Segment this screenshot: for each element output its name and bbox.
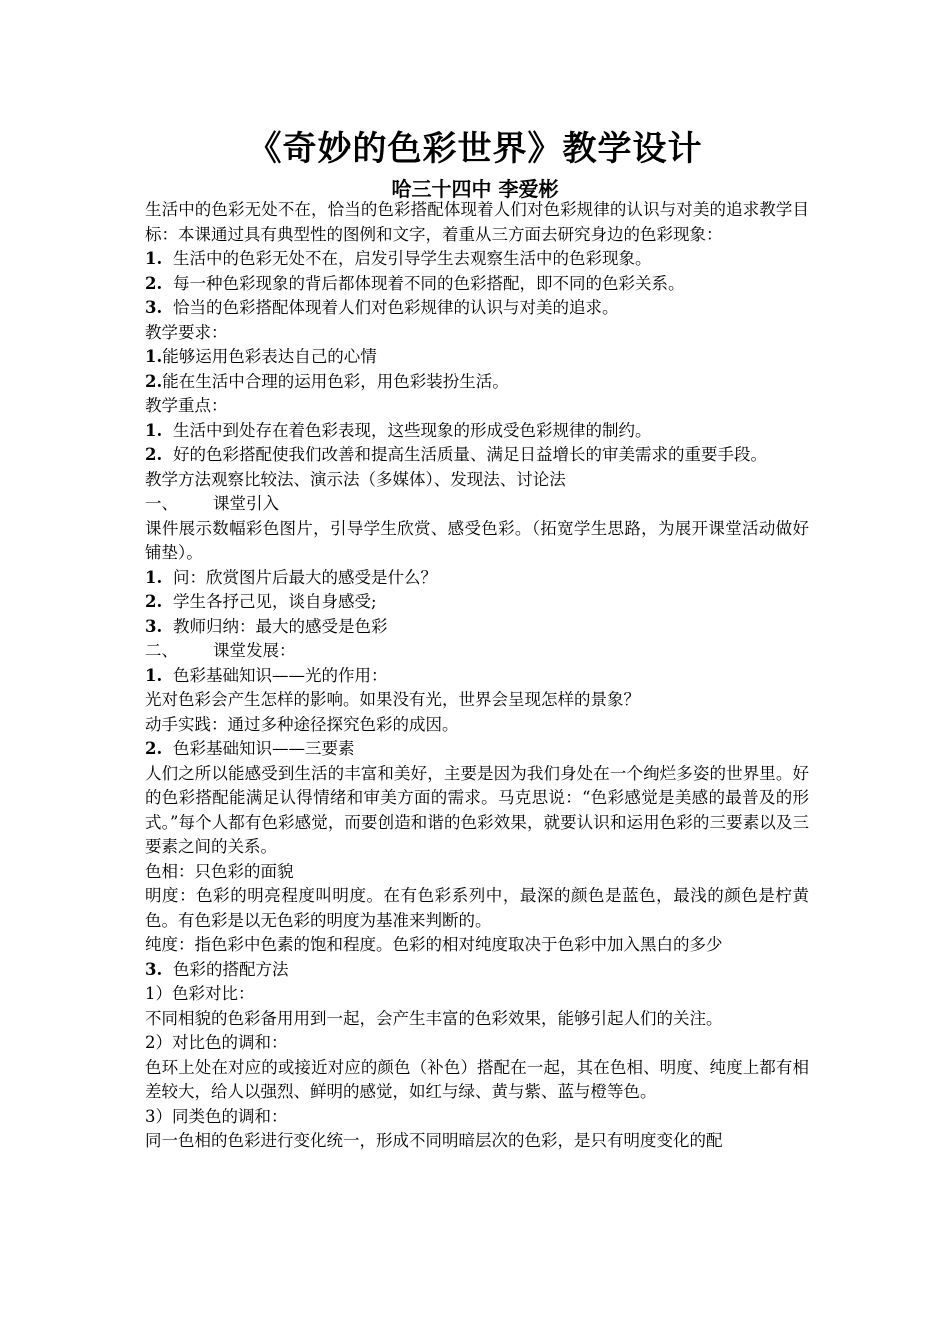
- section-number: 一、: [145, 494, 178, 513]
- method-heading: 1）色彩对比：: [145, 984, 255, 1003]
- list-text: 学生各抒己见，谈自身感受;: [173, 592, 377, 611]
- list-text: 生活中到处存在着色彩表现，这些现象的形成受色彩规律的制约。: [173, 420, 652, 440]
- document-title: 《奇妙的色彩世界》教学设计: [247, 129, 703, 169]
- section1-item: [145, 615, 809, 640]
- list-number: 3.: [145, 959, 163, 979]
- section-label: 课堂发展：: [213, 641, 296, 660]
- section-heading: [145, 492, 809, 517]
- list-text: 问：欣赏图片后最大的感受是什么？: [173, 567, 437, 587]
- list-text: 色彩基础知识——三要素: [173, 739, 355, 758]
- list-number: 1.: [145, 420, 163, 440]
- list-text: 恰当的色彩搭配体现着人们对色彩规律的认识与对美的追求。: [173, 298, 619, 317]
- practice-line: 动手实践：通过多种途径探究色彩的成因。: [145, 714, 459, 734]
- requirement-item: [145, 345, 809, 370]
- list-text: 教师归纳：最大的感受是色彩: [173, 616, 388, 636]
- list-number: 2.: [145, 273, 163, 293]
- section-heading: [145, 639, 809, 664]
- section1-paragraph: 课件展示数幅彩色图片，引导学生欣赏、感受色彩。（拓宽学生思路，为展开课堂活动做好铺垫）。: [145, 518, 809, 562]
- method-heading: 2）对比色的调和：: [145, 1033, 288, 1052]
- light-question: 光对色彩会产生怎样的影响。如果没有光，世界会呈现怎样的景象？: [145, 690, 640, 709]
- purity-line: 纯度：指色彩中色素的饱和程度。色彩的相对纯度取决于色彩中加入黑白的多少: [145, 935, 723, 954]
- list-text: 生活中的色彩无处不在，启发引导学生去观察生活中的色彩现象。: [173, 249, 652, 268]
- hue-line: 色相：只色彩的面貌: [145, 861, 294, 881]
- method-heading: 3）同类色的调和：: [145, 1106, 288, 1126]
- requirement-item: [145, 370, 809, 395]
- section2-item: [145, 737, 809, 762]
- list-text: 色彩的搭配方法: [173, 959, 289, 979]
- section-label: 课堂引入: [213, 494, 279, 513]
- method-text: 色环上处在对应的或接近对应的颜色（补色）搭配在一起，其在色相、明度、纯度上都有相差较大，给人以强烈、鲜明的感觉，如红与绿、黄与紫、蓝与橙等色。: [145, 1057, 809, 1101]
- list-number: 3.: [145, 298, 163, 317]
- section-number: 二、: [145, 641, 178, 660]
- goal-item: [145, 272, 809, 297]
- list-number: 3.: [145, 616, 163, 636]
- brightness-paragraph: 明度：色彩的明亮程度叫明度。在有色彩系列中，最深的颜色是蓝色，最浅的颜色是柠黄色。有色彩是以无色彩的明度为基准来判断的。: [145, 886, 809, 930]
- goal-item: [145, 296, 809, 321]
- methods-line: 教学方法观察比较法、演示法（多媒体）、发现法、讨论法: [145, 469, 566, 489]
- list-number: 1.: [145, 567, 163, 587]
- section2-item: [145, 664, 809, 689]
- list-number: 2.: [145, 371, 163, 391]
- section2-item: [145, 958, 809, 983]
- keypoints-heading: 教学重点：: [145, 396, 228, 415]
- list-number: 2.: [145, 445, 163, 464]
- list-text: 每一种色彩现象的背后都体现着不同的色彩搭配，即不同的色彩关系。: [173, 273, 685, 293]
- list-number: 2.: [145, 739, 163, 758]
- section1-item: [145, 566, 809, 591]
- requirements-heading: 教学要求：: [145, 322, 228, 342]
- list-number: 1.: [145, 665, 163, 685]
- goal-item: [145, 247, 809, 272]
- keypoint-item: [145, 419, 809, 444]
- list-number: 1.: [145, 249, 163, 268]
- intro-paragraph: 生活中的色彩无处不在，恰当的色彩搭配体现着人们对色彩规律的认识与对美的追求教学目标：本课通过具有典型性的图例和文字，着重从三方面去研究身边的色彩现象：: [145, 200, 809, 244]
- document-body: [145, 198, 809, 1154]
- keypoint-item: [145, 443, 809, 468]
- author-line: 哈三十四中 李爱彬: [391, 177, 559, 201]
- list-text: 色彩基础知识——光的作用：: [173, 665, 388, 685]
- section1-item: [145, 590, 809, 615]
- list-text: 能在生活中合理的运用色彩，用色彩装扮生活。: [162, 371, 509, 391]
- method-text: 同一色相的色彩进行变化统一，形成不同明暗层次的色彩，是只有明度变化的配: [145, 1131, 723, 1150]
- list-number: 2.: [145, 592, 163, 611]
- list-number: 1.: [145, 347, 163, 366]
- method-text: 不同相貌的色彩备用用到一起，会产生丰富的色彩效果，能够引起人们的关注。: [145, 1008, 723, 1028]
- list-text: 好的色彩搭配使我们改善和提高生活质量、满足日益增长的审美需求的重要手段。: [173, 445, 767, 464]
- three-elements-paragraph: 人们之所以能感受到生活的丰富和美好，主要是因为我们身处在一个绚烂多姿的世界里。好的色彩搭配能满足认得情绪和审美方面的需求。马克思说：“色彩感觉是美感的最普及的形式。”每个人都有色彩感觉，而要创造和谐的色彩效果，就要认识和运用色彩的三要素以及三要素之间的关系。: [145, 763, 809, 856]
- list-text: 能够运用色彩表达自己的心情: [162, 347, 377, 366]
